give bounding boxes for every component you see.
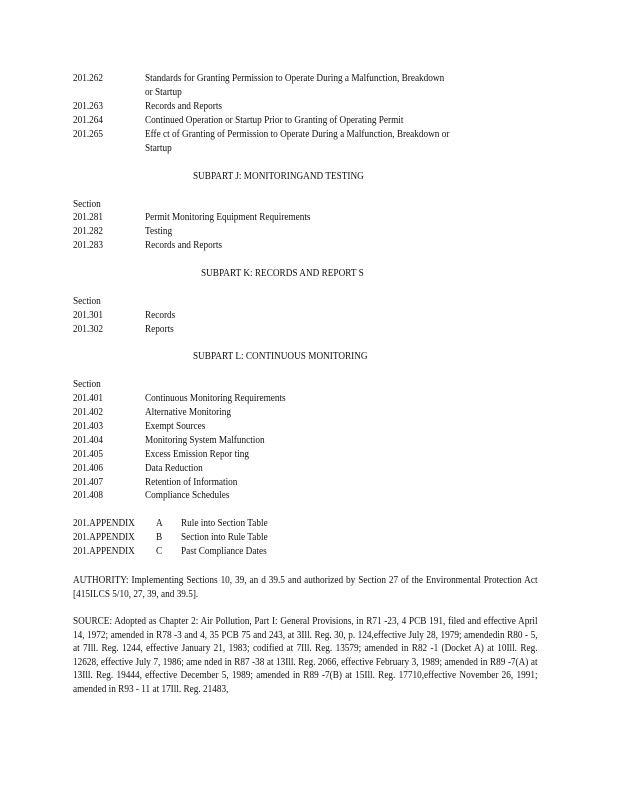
section-number: 201.404 xyxy=(73,434,104,446)
source-paragraph: SOURCE: Adopted as Chapter 2: Air Pollution, Part I: General Provisions, in R71 -23, 4 PCB 191, filed and effective April 14, 1972; amended in R78 -3 and 4, 35 PCB 75 and 243, at 3Ill. Reg. 30, p. 124,effective July 28, 1979; amendedin R80 - 5, at 7Ill. Reg. 1244, effective January 21, 1983; codified at 7Ill. Reg. 13579; amended in R82 -1 (Docket A) at 10Ill. Reg. 12628, effective July 7, 1986; ame nded in R87 -38 at 13Ill. Reg. 2066, effective February 3, 1989; amended in R89 -7(A) at 13Ill. Reg. 19444, effective December 5, 1989; amended in R89 -7(B) at 15Ill. Reg. 17710,effective November 26, 1991; amended in R93 - 11 at 17Ill. Reg. 21483, xyxy=(73,615,538,695)
section-title: or Startup xyxy=(145,86,182,98)
section-number: 201.403 xyxy=(73,420,104,432)
appendix-title: Rule into Section Table xyxy=(181,517,268,529)
section-title: Exempt Sources xyxy=(145,420,206,432)
section-title: Testing xyxy=(145,225,173,237)
section-label: Section xyxy=(73,295,101,307)
appendix-label: 201.APPENDIX xyxy=(73,545,135,557)
appendix-letter: C xyxy=(156,545,163,557)
subpart-j-heading: SUBPART J: MONITORINGAND TESTING xyxy=(193,170,364,182)
section-title: Records and Reports xyxy=(145,100,222,112)
section-title: Retention of Information xyxy=(145,476,238,488)
section-title: Permit Monitoring Equipment Requirements xyxy=(145,211,311,223)
section-label: Section xyxy=(73,378,101,390)
appendix-title: Past Compliance Dates xyxy=(181,545,267,557)
section-number: 201.405 xyxy=(73,448,104,460)
section-number: 201.408 xyxy=(73,489,104,501)
section-title: Monitoring System Malfunction xyxy=(145,434,265,446)
section-number: 201.282 xyxy=(73,225,104,237)
section-number: 201.301 xyxy=(73,309,104,321)
section-title: Records and Reports xyxy=(145,239,222,251)
subpart-k-heading: SUBPART K: RECORDS AND REPORT S xyxy=(201,267,364,279)
section-title: Records xyxy=(145,309,176,321)
appendix-label: 201.APPENDIX xyxy=(73,531,135,543)
section-number: 201.264 xyxy=(73,114,104,126)
subpart-l-heading: SUBPART L: CONTINUOUS MONITORING xyxy=(193,350,368,362)
section-title: Compliance Schedules xyxy=(145,489,230,501)
section-title: Continued Operation or Startup Prior to Granting of Operating Permit xyxy=(145,114,404,126)
appendix-letter: A xyxy=(156,517,163,529)
section-number: 201.406 xyxy=(73,462,104,474)
section-title: Alternative Monitoring xyxy=(145,406,231,418)
section-title: Standards for Granting Permission to Operate During a Malfunction, Breakdown xyxy=(145,72,445,84)
appendix-label: 201.APPENDIX xyxy=(73,517,135,529)
section-number: 201.265 xyxy=(73,128,104,140)
appendix-title: Section into Rule Table xyxy=(181,531,268,543)
section-number: 201.281 xyxy=(73,211,104,223)
section-number: 201.407 xyxy=(73,476,104,488)
section-label: Section xyxy=(73,198,101,210)
section-title: Excess Emission Repor ting xyxy=(145,448,249,460)
section-title: Data Reduction xyxy=(145,462,203,474)
section-number: 201.283 xyxy=(73,239,104,251)
appendix-letter: B xyxy=(156,531,163,543)
section-number: 201.263 xyxy=(73,100,104,112)
section-title: Startup xyxy=(145,142,172,154)
section-number: 201.262 xyxy=(73,72,104,84)
section-number: 201.401 xyxy=(73,392,104,404)
authority-paragraph: AUTHORITY: Implementing Sections 10, 39, an d 39.5 and authorized by Section 27 of the Environmental Protection Act [415ILCS 5/10, 27, 39, and 39.5]. xyxy=(73,574,538,600)
section-number: 201.402 xyxy=(73,406,104,418)
section-title: Reports xyxy=(145,323,174,335)
section-number: 201.302 xyxy=(73,323,104,335)
section-title: Effe ct of Granting of Permission to Operate During a Malfunction, Breakdown or xyxy=(145,128,450,140)
section-title: Continuous Monitoring Requirements xyxy=(145,392,286,404)
